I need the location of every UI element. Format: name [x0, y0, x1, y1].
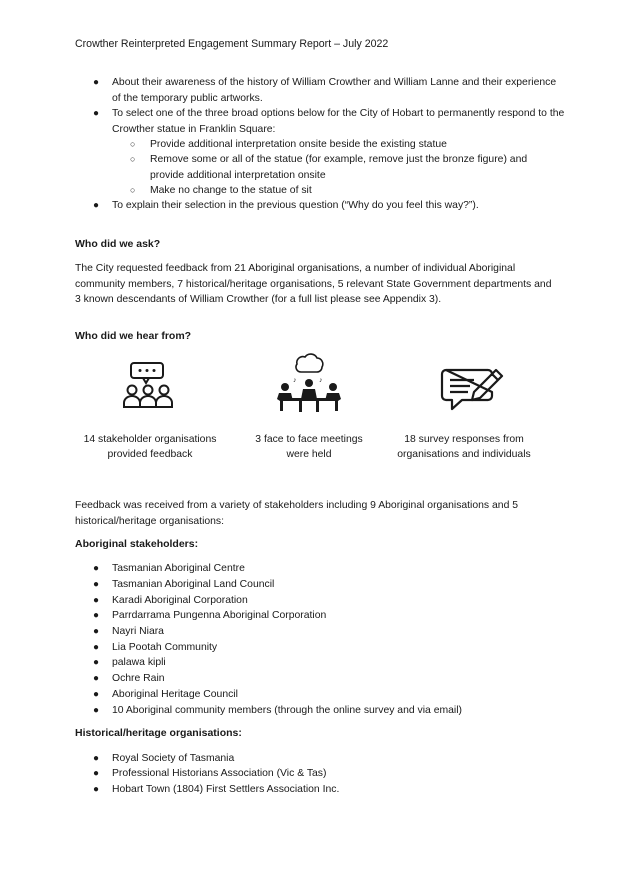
bullet-icon: ●: [93, 108, 100, 119]
svg-text:♪: ♪: [293, 377, 297, 384]
option-item: ○ Remove some or all of the statue (for example, remove just the bronze figure) and provide additional interpretation onsite: [130, 154, 528, 181]
bullet-icon: ●: [93, 200, 100, 211]
list-item: ● Royal Society of Tasmania: [112, 751, 234, 767]
list-item: ● Lia Pootah Community: [112, 640, 217, 656]
meeting-table-icon: [275, 352, 343, 416]
svg-text:♪: ♪: [319, 377, 323, 384]
bullet-icon: ●: [93, 784, 100, 795]
option-item: ○ Make no change to the statue of sit: [150, 183, 560, 199]
list-item: ● Tasmanian Aboriginal Centre: [112, 561, 245, 577]
bullet-icon: ●: [93, 642, 100, 653]
list-item: ● palawa kipli: [112, 655, 166, 671]
section-heading: Historical/heritage organisations:: [75, 727, 242, 739]
intro-bullet: ● To select one of the three broad options below for the City of Hobart to permanently respond to the Crowther statue in Franklin Square:: [93, 108, 565, 135]
list-item: ● Aboriginal Heritage Council: [112, 687, 238, 703]
page-header: Crowther Reinterpreted Engagement Summary Report – July 2022: [75, 38, 389, 50]
circle-bullet-icon: ○: [130, 154, 136, 164]
bullet-icon: ●: [93, 657, 100, 668]
group-chat-icon: [119, 360, 177, 412]
bullet-icon: ●: [93, 563, 100, 574]
who-asked-paragraph: The City requested feedback from 21 Aboriginal organisations, a number of individual Aboriginal community members, 7 historical/heritage organisations, 5 relevant State Government departments and 3 known descendants of William Crowther (for a full list please see Appendix 3).: [75, 263, 552, 306]
bullet-icon: ●: [93, 753, 100, 764]
bullet-icon: ●: [93, 673, 100, 684]
circle-bullet-icon: ○: [130, 185, 136, 195]
section-heading: Who did we ask?: [75, 238, 161, 250]
bullet-icon: ●: [93, 77, 100, 88]
list-item: ● Ochre Rain: [112, 671, 165, 687]
intro-bullet: ● About their awareness of the history of William Crowther and William Lanne and their experience of the temporary public artworks.: [93, 77, 557, 104]
feedback-paragraph: Feedback was received from a variety of stakeholders including 9 Aboriginal organisations and 5 historical/heritage organisations:: [75, 500, 519, 527]
survey-message-icon: [440, 366, 504, 414]
list-item: ● 10 Aboriginal community members (through the online survey and via email): [112, 703, 462, 719]
bullet-icon: ●: [93, 626, 100, 637]
bullet-icon: ●: [93, 705, 100, 716]
bullet-icon: ●: [93, 689, 100, 700]
stat-caption: 18 survey responses from organisations and individuals: [397, 434, 531, 460]
list-item: ● Tasmanian Aboriginal Land Council: [112, 577, 274, 593]
stat-caption: 14 stakeholder organisations provided feedback: [83, 434, 217, 460]
list-item: ● Hobart Town (1804) First Settlers Association Inc.: [112, 782, 339, 798]
section-heading: Who did we hear from?: [75, 330, 192, 342]
list-item: ● Nayri Niara: [112, 624, 164, 640]
intro-bullet: ● To explain their selection in the previous question (“Why do you feel this way?”).: [112, 198, 567, 214]
option-item: ○ Provide additional interpretation onsite beside the existing statue: [150, 137, 560, 153]
list-item: ● Parrdarrama Pungenna Aboriginal Corporation: [112, 608, 326, 624]
bullet-icon: ●: [93, 610, 100, 621]
bullet-icon: ●: [93, 595, 100, 606]
list-item: ● Karadi Aboriginal Corporation: [112, 593, 248, 609]
circle-bullet-icon: ○: [130, 139, 136, 149]
section-heading: Aboriginal stakeholders:: [75, 538, 199, 550]
bullet-icon: ●: [93, 768, 100, 779]
list-item: ● Professional Historians Association (Vic & Tas): [112, 766, 326, 782]
bullet-icon: ●: [93, 579, 100, 590]
stat-caption: 3 face to face meetings were held: [255, 434, 363, 460]
